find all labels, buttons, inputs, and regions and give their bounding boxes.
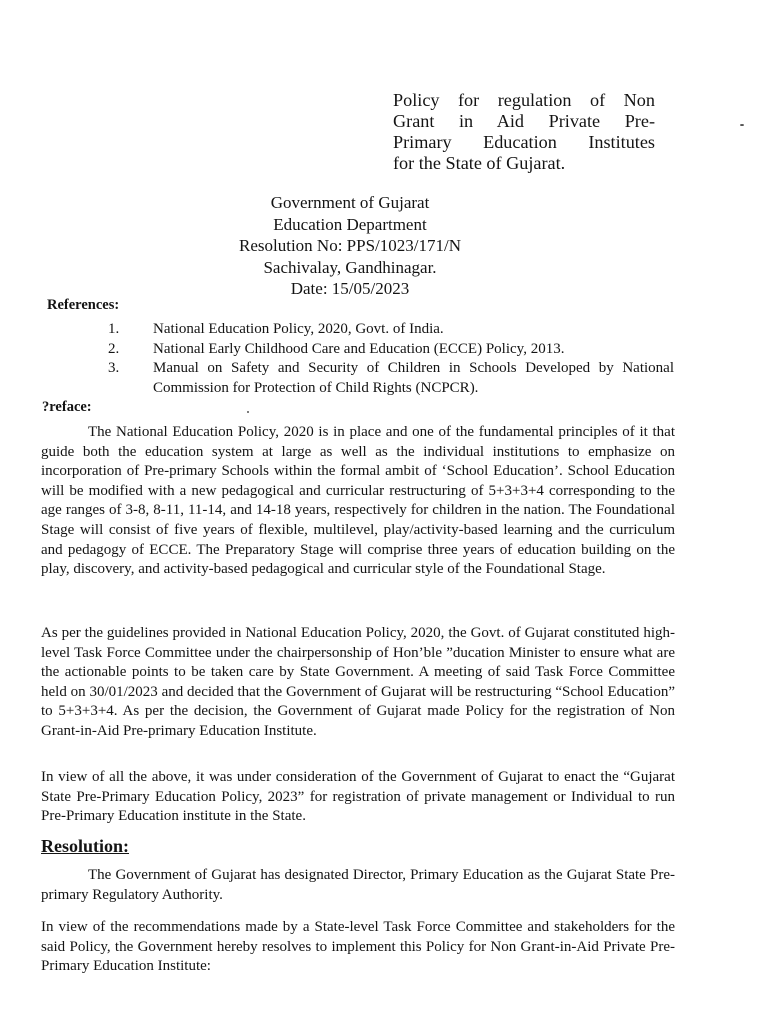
list-item-number: 1. (108, 321, 120, 337)
preface-heading: ?reface: (42, 399, 92, 415)
title-line: Policy for regulation of Non (393, 90, 655, 110)
resolution-header (218, 192, 482, 300)
preface-paragraph (41, 423, 675, 580)
department-name: Education Department (273, 214, 427, 234)
list-item-text: Manual on Safety and Security of Children in Schools Developed by National Commission for Protection of Child Rights (NCPCR). (153, 360, 674, 396)
date: Date: 15/05/2023 (290, 279, 410, 298)
paragraph-text: In view of the recommendations made by a State-level Task Force Committee and stakeholders for the said Policy, the Government hereby resolves to implement this Policy for Non Grant-in-Aid Private Pre-Primary Education Institute: (41, 919, 675, 975)
policy-title (393, 90, 655, 174)
preface-paragraph (41, 624, 675, 742)
paragraph-text: As per the guidelines provided in National Education Policy, 2020, the Govt. of Gujarat constituted high-level Task Force Committee under the chairpersonship of Hon’ble ”ducation Minister to ensure what are the actionable points to be taken care by State Government. A meeting of said Task Force Committee held on 30/01/2023 and decided that the Government of Gujarat will be restructuring “School Education” to 5+3+3+4. As per the decision, the Government of Gujarat made Policy for the registration of Non Grant-in-Aid Pre-primary Education Institute. (41, 625, 675, 739)
paragraph-text: The Government of Gujarat has designated Director, Primary Education as the Gujarat State Pre-primary Regulatory Authority. (41, 867, 675, 903)
preface-paragraph (41, 768, 675, 827)
resolution-number: Resolution No: PPS/1023/171/N (239, 236, 461, 255)
paragraph-text: The National Education Policy, 2020 is in place and one of the fundamental principles of it that guide both the education system at large as well as the individual institutions to emphasize on incorporation of Pre-primary Schools within the formal ambit of ‘School Education’. School Education will be modified with a new pedagogical and curricular restructuring of 5+3+3+4 corresponding to the age ranges of 3-8, 8-11, 11-14, and 14-18 years, respectively for children in the nation. The Foundational Stage will consist of five years of flexible, multilevel, play/activity-based learning and the curriculum and pedagogy of ECCE. The Preparatory Stage will comprise three years of education building on the play, discovery, and activity-based pedagogical and curricular style of the Foundational Stage. (41, 424, 675, 578)
title-line: Primary Education Institutes (393, 132, 655, 152)
list-item (108, 359, 674, 398)
list-item (108, 340, 674, 360)
list-item-number: 3. (108, 360, 120, 376)
list-item-text: National Early Childhood Care and Education (ECCE) Policy, 2013. (153, 340, 565, 357)
list-item (108, 320, 674, 340)
list-item-number: 2. (108, 340, 120, 357)
references-heading: References: (47, 297, 120, 313)
government-name: Government of Gujarat (270, 193, 430, 212)
resolution-paragraph (41, 918, 675, 977)
scan-speck (740, 124, 744, 126)
references-list (108, 320, 674, 398)
scan-speck (247, 411, 249, 413)
title-line: Grant in Aid Private Pre- (393, 111, 655, 131)
paragraph-text: In view of all the above, it was under consideration of the Government of Gujarat to enact the “Gujarat State Pre-Primary Education Policy, 2023” for registration of private management or Individual to run Pre-Primary Education institute in the State. (41, 769, 675, 825)
resolution-paragraph (41, 866, 675, 905)
place: Sachivalay, Gandhinagar. (263, 257, 437, 277)
list-item-text: National Education Policy, 2020, Govt. of India. (153, 321, 444, 337)
title-line: for the State of Gujarat. (393, 153, 566, 173)
resolution-heading: Resolution: (41, 836, 130, 856)
